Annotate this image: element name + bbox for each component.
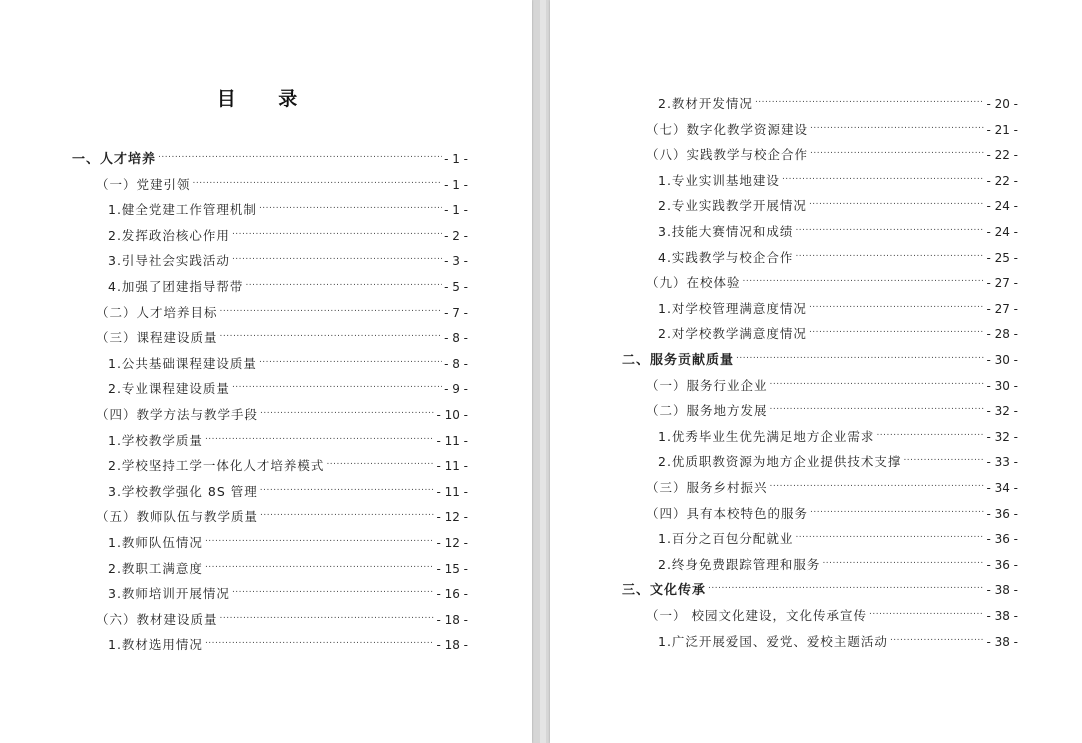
toc-entry[interactable] xyxy=(658,523,1018,547)
toc-page-number: - 24 - xyxy=(986,225,1018,239)
toc-entry-label: （四）具有本校特色的服务 xyxy=(646,505,809,521)
toc-entry-label: 1.专业实训基地建设 xyxy=(658,172,780,188)
page-gutter xyxy=(540,0,546,743)
toc-page-number: - 22 - xyxy=(986,173,1018,188)
toc-page-number: - 32 - xyxy=(986,404,1018,419)
toc-leader-dots xyxy=(193,169,443,189)
toc-page-number: - 11 - xyxy=(436,459,468,474)
toc-entry[interactable] xyxy=(646,370,1018,393)
toc-page-number: - 12 - xyxy=(436,510,468,525)
toc-leader-dots xyxy=(232,578,435,598)
toc-leader-dots xyxy=(809,190,985,210)
toc-leader-dots xyxy=(810,139,984,159)
toc-page-number: - 38 - xyxy=(986,609,1018,623)
toc-entry-label: （三）服务乡村振兴 xyxy=(646,480,768,495)
toc-leader-dots xyxy=(220,297,443,317)
toc-entry-label: 1.教材选用情况 xyxy=(108,637,203,653)
toc-leader-dots xyxy=(770,472,985,492)
toc-page-number: - 16 - xyxy=(436,587,468,602)
toc-leader-dots xyxy=(782,165,985,185)
toc-entry[interactable] xyxy=(658,190,1018,214)
toc-page-number: - 12 - xyxy=(436,536,468,550)
toc-page-number: - 32 - xyxy=(986,429,1018,444)
toc-entry-label: 2.专业实践教学开展情况 xyxy=(658,198,807,214)
toc-entry[interactable] xyxy=(108,527,468,550)
toc-page-number: - 27 - xyxy=(986,301,1018,316)
toc-page-number: - 33 - xyxy=(986,455,1018,470)
toc-entry[interactable] xyxy=(658,318,1018,342)
toc-page-number: - 22 - xyxy=(986,148,1018,163)
toc-page-number: - 5 - xyxy=(444,280,468,294)
toc-page-number: - 7 - xyxy=(444,305,468,320)
toc-leader-dots xyxy=(232,373,442,393)
toc-page-number: - 30 - xyxy=(986,378,1018,393)
toc-entry-label: 2.发挥政治核心作用 xyxy=(108,227,230,243)
toc-page-number: - 1 - xyxy=(444,152,468,166)
toc-leader-dots xyxy=(260,399,434,419)
toc-page-number: - 1 - xyxy=(444,203,468,218)
toc-entry-label: 1.教师队伍情况 xyxy=(108,535,203,550)
toc-entry[interactable] xyxy=(108,220,468,243)
toc-entry-label: 3.学校教学强化 8S 管理 xyxy=(108,483,258,499)
toc-entry[interactable] xyxy=(646,139,1018,163)
toc-leader-dots xyxy=(770,395,985,415)
toc-leader-dots xyxy=(220,322,443,342)
toc-entry[interactable] xyxy=(72,143,468,167)
toc-leader-dots xyxy=(245,271,442,291)
toc-entry-label: 4.加强了团建指导帮带 xyxy=(108,279,244,294)
toc-entry[interactable] xyxy=(658,293,1018,316)
toc-leader-dots xyxy=(259,348,442,368)
toc-entry-label: 2.对学校教学满意度情况 xyxy=(658,326,807,342)
toc-entry[interactable] xyxy=(108,271,468,294)
toc-entry-label: 一、人才培养 xyxy=(72,152,157,167)
toc-entry[interactable] xyxy=(108,425,468,448)
toc-entry[interactable] xyxy=(96,604,468,627)
toc-entry-label: 1.对学校管理满意度情况 xyxy=(658,300,807,316)
toc-leader-dots xyxy=(232,220,442,240)
toc-leader-dots xyxy=(259,194,442,214)
toc-leader-dots xyxy=(205,629,435,649)
toc-entry-label: 1.公共基础课程建设质量 xyxy=(108,355,257,371)
toc-leader-dots xyxy=(795,242,984,262)
toc-entry-label: （七）数字化教学资源建设 xyxy=(646,121,809,137)
toc-leader-dots xyxy=(220,604,435,624)
toc-page-number: - 21 - xyxy=(986,122,1018,137)
toc-leader-dots xyxy=(809,318,985,338)
toc-page-number: - 18 - xyxy=(436,638,468,653)
toc-leader-dots xyxy=(809,293,985,313)
toc-leader-dots xyxy=(158,143,442,163)
toc-entry[interactable] xyxy=(622,344,1018,368)
toc-entry[interactable] xyxy=(658,421,1018,444)
toc-leader-dots xyxy=(232,245,442,265)
toc-entry-label: 4.实践教学与校企合作 xyxy=(658,249,794,265)
toc-page-number: - 24 - xyxy=(986,199,1018,214)
toc-leader-dots xyxy=(903,446,984,466)
toc-entry[interactable] xyxy=(646,267,1018,291)
toc-page-right xyxy=(550,0,1082,743)
toc-leader-dots xyxy=(205,553,435,573)
toc-leader-dots xyxy=(736,344,984,364)
toc-entry-label: 2.教职工满意度 xyxy=(108,560,203,576)
toc-entry[interactable] xyxy=(658,446,1018,470)
toc-entry[interactable] xyxy=(108,245,468,269)
toc-leader-dots xyxy=(260,501,434,521)
toc-leader-dots xyxy=(755,88,985,108)
toc-page-number: - 36 - xyxy=(986,532,1018,547)
toc-entry[interactable] xyxy=(108,348,468,371)
toc-entry-label: 2.教材开发情况 xyxy=(658,96,753,111)
toc-entry[interactable] xyxy=(658,549,1018,572)
toc-page-number: - 36 - xyxy=(986,557,1018,572)
toc-leader-dots xyxy=(205,425,435,445)
toc-leader-dots xyxy=(795,523,984,543)
toc-entry[interactable] xyxy=(108,578,468,602)
toc-page-number: - 1 - xyxy=(444,177,468,192)
toc-page-number: - 10 - xyxy=(436,408,468,422)
toc-entry[interactable] xyxy=(646,395,1018,419)
toc-page-number: - 11 - xyxy=(436,433,468,448)
toc-entry[interactable] xyxy=(96,399,468,422)
toc-page-number: - 2 - xyxy=(444,228,468,243)
toc-leader-dots xyxy=(890,626,985,646)
toc-entry-label: 2.优质职教资源为地方企业提供技术支撑 xyxy=(658,454,902,470)
toc-entry-label: （一）党建引领 xyxy=(96,176,191,192)
toc-entry-label: 1.优秀毕业生优先满足地方企业需求 xyxy=(658,428,875,444)
toc-entry-label: （八）实践教学与校企合作 xyxy=(646,147,809,163)
toc-page-number: - 38 - xyxy=(986,583,1018,598)
toc-page-number: - 11 - xyxy=(436,484,468,499)
toc-page-number: - 8 - xyxy=(444,356,468,371)
toc-title: 目 录 xyxy=(216,88,316,110)
toc-page-number: - 3 - xyxy=(444,254,468,269)
toc-page-left xyxy=(0,0,532,743)
toc-entry-label: 1.健全党建工作管理机制 xyxy=(108,202,257,218)
toc-page-number: - 30 - xyxy=(986,353,1018,367)
toc-entry-label: 1.学校教学质量 xyxy=(108,432,203,448)
toc-page-number: - 9 - xyxy=(444,382,468,397)
toc-entry[interactable] xyxy=(108,373,468,397)
toc-entry-label: 2.终身免费跟踪管理和服务 xyxy=(658,556,821,572)
toc-entry[interactable] xyxy=(646,600,1018,623)
toc-entry[interactable] xyxy=(96,169,468,192)
toc-entry-label: 三、文化传承 xyxy=(622,583,707,599)
toc-entry[interactable] xyxy=(96,297,468,320)
toc-entry[interactable] xyxy=(658,626,1018,649)
toc-leader-dots xyxy=(795,216,984,236)
toc-entry-label: （二）人才培养目标 xyxy=(96,304,218,320)
toc-entry[interactable] xyxy=(658,242,1018,265)
toc-entry[interactable] xyxy=(646,498,1018,521)
toc-page-number: - 8 - xyxy=(444,331,468,346)
toc-entry[interactable] xyxy=(96,501,468,525)
toc-page-number: - 18 - xyxy=(436,612,468,627)
toc-page-number: - 36 - xyxy=(986,506,1018,521)
toc-leader-dots xyxy=(869,600,984,620)
toc-entry[interactable] xyxy=(108,629,468,653)
toc-entry-label: 2.学校坚持工学一体化人才培养模式 xyxy=(108,458,325,474)
toc-entry[interactable] xyxy=(646,472,1018,495)
toc-entry-label: （四）教学方法与教学手段 xyxy=(96,407,259,422)
toc-leader-dots xyxy=(205,527,435,547)
toc-entry[interactable] xyxy=(108,194,468,218)
toc-entry-label: （一）服务行业企业 xyxy=(646,377,768,393)
toc-page-number: - 25 - xyxy=(986,250,1018,265)
toc-entry-label: （一） 校园文化建设，文化传承宣传 xyxy=(646,608,867,623)
toc-page-number: - 15 - xyxy=(436,561,468,576)
toc-entry-label: （九）在校体验 xyxy=(646,275,741,291)
toc-entry[interactable] xyxy=(658,88,1018,111)
toc-leader-dots xyxy=(810,498,984,518)
toc-entry-label: 3.技能大赛情况和成绩 xyxy=(658,224,794,239)
toc-entry[interactable] xyxy=(96,322,468,346)
toc-entry-label: （六）教材建设质量 xyxy=(96,611,218,627)
toc-entry-label: （五）教师队伍与教学质量 xyxy=(96,509,259,525)
toc-leader-dots xyxy=(876,421,984,441)
toc-page-number: - 28 - xyxy=(986,327,1018,342)
toc-page-number: - 38 - xyxy=(986,634,1018,649)
toc-leader-dots xyxy=(743,267,985,287)
toc-entry-label: （二）服务地方发展 xyxy=(646,403,768,419)
toc-entry[interactable] xyxy=(622,574,1018,599)
toc-leader-dots xyxy=(326,450,434,470)
toc-entry[interactable] xyxy=(108,450,468,474)
toc-entry[interactable] xyxy=(658,216,1018,239)
toc-entry-label: （三）课程建设质量 xyxy=(96,330,218,346)
toc-leader-dots xyxy=(260,476,435,496)
toc-leader-dots xyxy=(810,114,984,134)
toc-entry[interactable] xyxy=(658,165,1018,188)
toc-entry-label: 1.广泛开展爱国、爱党、爱校主题活动 xyxy=(658,633,888,649)
toc-leader-dots xyxy=(822,549,984,569)
toc-entry-label: 3.引导社会实践活动 xyxy=(108,253,230,269)
toc-page-number: - 34 - xyxy=(986,481,1018,495)
toc-page-number: - 27 - xyxy=(986,276,1018,291)
toc-leader-dots xyxy=(708,574,984,594)
toc-entry-label: 3.教师培训开展情况 xyxy=(108,586,230,602)
toc-entry-label: 1.百分之百包分配就业 xyxy=(658,531,794,547)
toc-entry[interactable] xyxy=(646,114,1018,137)
toc-entry-label: 二、服务贡献质量 xyxy=(622,353,735,368)
toc-entry[interactable] xyxy=(108,553,468,576)
toc-page-number: - 20 - xyxy=(986,97,1018,111)
toc-entry[interactable] xyxy=(108,476,468,499)
toc-entry-label: 2.专业课程建设质量 xyxy=(108,381,230,397)
toc-leader-dots xyxy=(770,370,985,390)
